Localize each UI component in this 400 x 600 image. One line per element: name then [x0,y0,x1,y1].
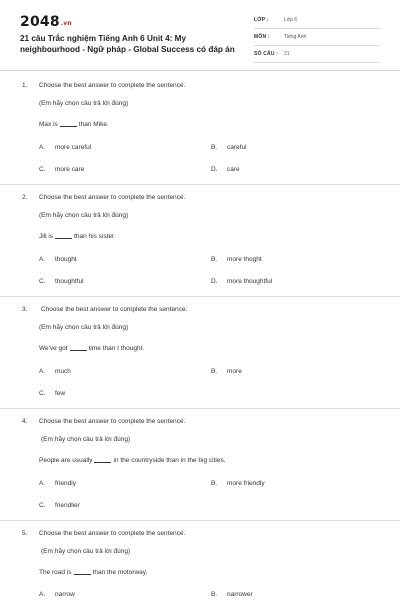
option-letter[interactable]: A. [39,368,46,375]
answer-blank [70,350,87,351]
option-letter[interactable]: B. [211,144,218,151]
option-text[interactable]: few [55,390,66,397]
meta-value: 21 [284,51,290,57]
document-header [0,0,400,64]
option-letter[interactable]: A. [39,144,46,151]
option-text[interactable]: more [227,368,242,375]
question-divider [0,296,400,297]
answer-blank [94,462,111,463]
meta-label: LỚP : [254,17,269,23]
option-text[interactable]: careful [227,144,247,151]
question-divider [0,184,400,185]
sentence-before: Jill is [39,233,54,240]
option-letter[interactable]: B. [211,368,218,375]
option-text[interactable]: more friendly [227,480,265,487]
question-sentence [39,457,226,464]
question-number: 2. [22,194,28,201]
option-letter[interactable]: B. [211,480,218,487]
question-prompt: Choose the best answer to complete the sentence. [39,418,186,425]
sentence-before: We've got [39,345,68,352]
question-note: (Em hãy chọn câu trả lời đúng) [41,436,131,443]
question-divider [0,408,400,409]
option-text[interactable]: friendlier [55,502,80,509]
option-text[interactable]: more thoght [227,256,262,263]
document-title: 21 câu Trắc nghiệm Tiếng Anh 6 Unit 4: My neighbourhood - Ngữ pháp - Global Success có đáp án [20,34,235,54]
sentence-before: Max is [39,121,58,128]
sentence-after: in the countryside than in the big cities. [113,457,226,464]
meta-value: Tiếng Anh [284,34,307,40]
sentence-after: than the motorway. [92,569,148,576]
question-sentence [39,345,144,352]
option-letter[interactable]: C. [39,390,46,397]
header-divider [0,70,400,71]
logo-text: 2048 [20,14,60,30]
site-logo[interactable] [20,14,72,30]
question-number: 4. [22,418,28,425]
option-text[interactable]: care [227,166,240,173]
question-number: 5. [22,530,28,537]
question-prompt: Choose the best answer to complete the sentence. [39,82,186,89]
question-note: (Em hãy chọn câu trả lời đúng) [39,100,129,107]
option-text[interactable]: more care [55,166,85,173]
sentence-after: than Mike. [78,121,109,128]
option-text[interactable]: narrow [55,591,75,598]
option-text[interactable]: friendly [55,480,76,487]
option-letter[interactable]: B. [211,591,218,598]
option-letter[interactable]: B. [211,256,218,263]
option-text[interactable]: thought [55,256,77,263]
option-letter[interactable]: D. [211,278,218,285]
option-letter[interactable]: C. [39,278,46,285]
question-sentence [39,233,116,240]
question-prompt: Choose the best answer to complete the sentence. [39,194,186,201]
question-prompt: Choose the best answer to complete the sentence. [39,530,186,537]
sentence-after: than his sister. [74,233,116,240]
question-note: (Em hãy chọn câu trả lời đúng) [39,212,129,219]
sentence-before: People are usually [39,457,93,464]
option-text[interactable]: much [55,368,71,375]
option-letter[interactable]: C. [39,166,46,173]
sentence-before: The road is [39,569,72,576]
question-prompt: Choose the best answer to complete the sentence. [41,306,188,313]
question-sentence [39,121,109,128]
question-number: 3. [22,306,28,313]
option-letter[interactable]: A. [39,591,46,598]
option-letter[interactable]: D. [211,166,218,173]
option-text[interactable]: narrower [227,591,253,598]
answer-blank [60,126,77,127]
question-sentence [39,569,147,576]
option-letter[interactable]: A. [39,256,46,263]
question-number: 1. [22,82,28,89]
question-note: (Em hãy chọn câu trả lời đúng) [41,548,131,555]
sentence-after: time than I thought. [88,345,145,352]
meta-row-subject [254,31,380,46]
answer-blank [74,574,91,575]
meta-value: Lớp 6 [284,17,298,23]
meta-row-grade [254,14,380,29]
option-text[interactable]: more thoughtful [227,278,273,285]
question-note: (Em hãy chọn câu trả lời đúng) [39,324,129,331]
option-letter[interactable]: A. [39,480,46,487]
option-letter[interactable]: C. [39,502,46,509]
option-text[interactable]: thoughtful [55,278,84,285]
question-divider [0,520,400,521]
answer-blank [55,238,72,239]
logo-domain: .vn [60,20,72,27]
meta-label: MÔN : [254,34,270,40]
meta-label: SỐ CÂU : [254,51,279,57]
meta-info [254,14,380,65]
meta-row-count [254,48,380,63]
option-text[interactable]: more careful [55,144,92,151]
